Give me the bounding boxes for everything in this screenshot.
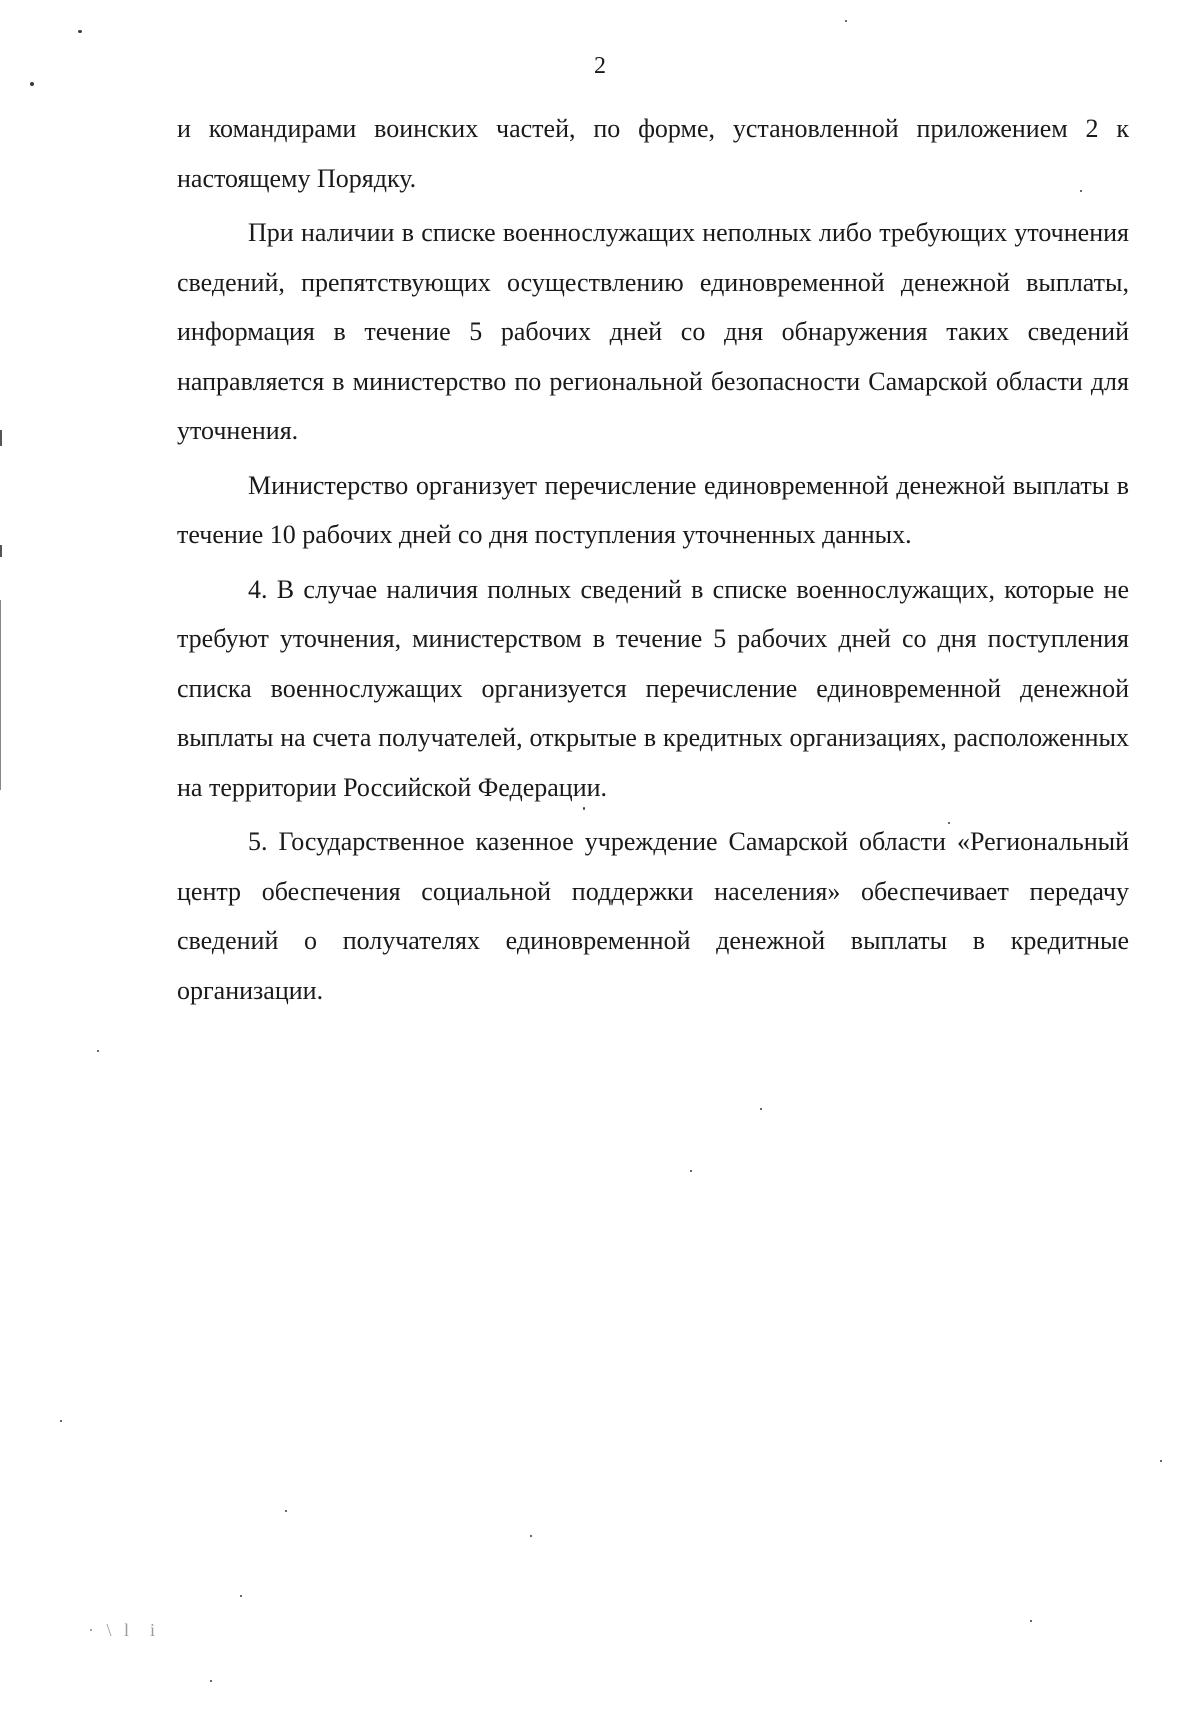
scan-speck — [760, 1108, 762, 1110]
scan-edge-mark — [0, 600, 1, 790]
paragraph: Министерство организует перечисление единовременной денежной выплаты в течение 10 рабочих дней со дня поступления уточненных данных. — [177, 470, 1129, 549]
scan-speck — [60, 1420, 62, 1422]
scan-speck — [30, 82, 34, 86]
scan-speck — [1030, 1620, 1032, 1622]
scan-speck — [845, 20, 847, 22]
scan-speck — [240, 1595, 242, 1597]
paragraph: и командирами воинских частей, по форме, установленной приложением 2 к настоящему Порядку. — [177, 114, 1129, 193]
scan-speck — [530, 1535, 532, 1537]
scan-speck — [690, 1170, 692, 1172]
scan-speck — [1160, 1460, 1162, 1462]
scan-edge-mark — [0, 430, 2, 446]
page-number: 2 — [594, 53, 606, 79]
scan-speck — [97, 1050, 99, 1052]
document-body — [177, 104, 1129, 1020]
paragraph: 4. В случае наличия полных сведений в списке военнослужащих, которые не требуют уточнения, министерством в течение 5 рабочих дней со дня поступления списка военнослужащих организуется перечисление единовременной денежной выплаты на счета получателей, открытые в кредитных организациях, расположенных на территории Российской Федерации. — [177, 574, 1129, 802]
scan-scribble: · \ l i — [88, 1620, 159, 1640]
scan-speck — [210, 1680, 212, 1682]
scan-speck — [78, 30, 82, 33]
paragraph: При наличии в списке военнослужащих неполных либо требующих уточнения сведений, препятствующих осуществлению единовременной денежной выплаты, информация в течение 5 рабочих дней со дня обнаружения таких сведений направляется в министерство по региональной безопасности Самарской области для уточнения. — [177, 218, 1129, 445]
scan-speck — [285, 1510, 287, 1512]
scan-edge-mark — [0, 545, 2, 557]
paragraph: 5. Государственное казенное учреждение Самарской области «Региональный центр обеспечения социальной поддержки населения» обеспечивает передачу сведений о получателях единовременной денежной выплаты в кредитные организации. — [177, 827, 1129, 1005]
